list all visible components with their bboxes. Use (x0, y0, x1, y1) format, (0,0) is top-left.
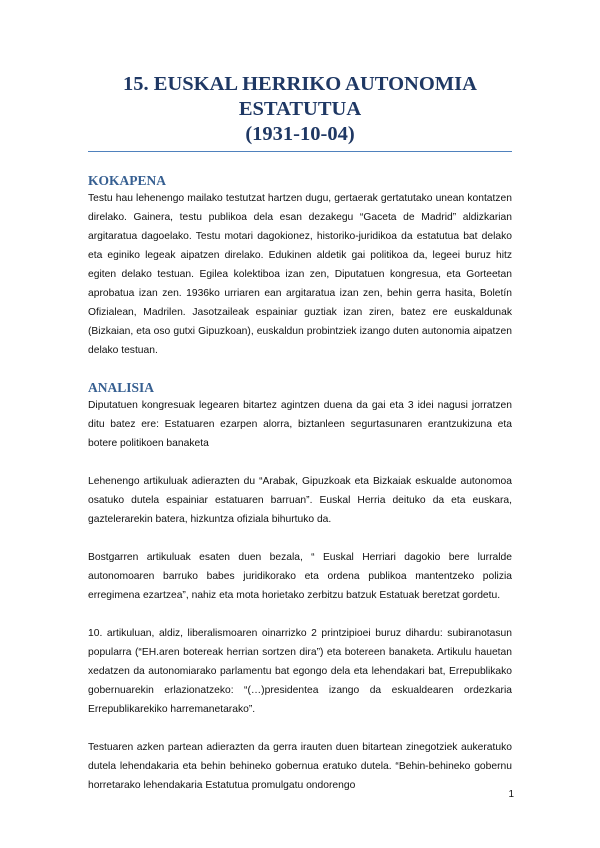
title-line-3: (1931-10-04) (245, 123, 355, 145)
paragraph-spacer (88, 529, 512, 548)
paragraph-analisia-4: 10. artikuluan, aldiz, liberalismoaren oinarrizko 2 printzipioei buruz dihardu: subiranotasun popularra (“EH.aren botereak herrian sortzen dira”) eta botereen banaketa. Artikulu hauetan xedatzen da autonomiarako parlamentu bat egongo dela eta lehendakari bat, Errepublikako gobernuarekin erlazionatzeko: “(…)presidentea izango da eskualdearen ordezkaria Errepublikarekiko harremanetarako”. (88, 628, 512, 715)
paragraph-analisia-1: Diputatuen kongresuak legearen bitartez agintzen duena da gai eta 3 idei nagusi jorratzen ditu batez ere: Estatuaren ezarpen alorra, biztanleen segurtasunaren erantzukizuna eta botere politikoen banaketa (88, 400, 512, 449)
paragraph-kokapena: Testu hau lehenengo mailako testutzat hartzen dugu, gertaerak gertatutako unean kontatzen direlako. Gainera, testu publikoa dela esan dezakegu “Gaceta de Madrid” aldizkarian argitaratua dagoelako. Testu motari dagokionez, historiko-juridikoa da estatutua bat delako eta eginiko legeak aipatzen direlako. Edukinen aldetik gai politikoa da, legeei buruz hitz egiten delako testuan. Egilea kolektiboa izan zen, Diputatuen kongresua, eta Gorteetan aprobatua izan zen. 1936ko urriaren ean argitaratua izan zen, behin gerra hasita, Boletín Ofizialean, Madrilen. Jasotzaileak espainiar guztiak izan ziren, batez ere euskaldunak (Bizkaian, eta oso gutxi Gipuzkoan), euskaldun probintziek izango duten autonomia aipatzen delako testuan. (88, 193, 512, 356)
document-title (88, 72, 512, 147)
paragraph-analisia-3: Bostgarren artikuluak esaten duen bezala, “ Euskal Herriari dagokio bere lurralde autonomoaren barruko babes juridikorako eta ordena publikoa mantentzeko polizia erregimena ezartzea”, nahiz eta mota horietako zerbitzu batzuk Estatuak beretzat gordetu. (88, 552, 512, 601)
title-line-1: 15. EUSKAL HERRIKO AUTONOMIA (123, 73, 477, 95)
paragraph-spacer (88, 605, 512, 624)
paragraph-analisia-5: Testuaren azken partean adierazten da gerra irauten duen bitartean zinegotziek aukeratuko dutela lehendakaria eta behin behineko gobernua eratuko dutela. “Behin-behineko gobernu horretarako lehendakaria Estatutua promulgatu ondorengo (88, 742, 512, 791)
section-heading-kokapena: KOKAPENA (88, 173, 167, 188)
title-line-2: ESTATUTUA (238, 98, 362, 120)
paragraph-analisia-2: Lehenengo artikuluak adierazten du “Arabak, Gipuzkoak eta Bizkaiak eskualde autonomoa osatuko dutela espainiar estatuaren barruan”. Euskal Herria deituko da eta euskara, gaztelerarekin batera, hizkuntza ofiziala bihurtuko da. (88, 476, 512, 525)
section-heading-analisia: ANALISIA (88, 380, 155, 395)
page-number: 1 (508, 789, 514, 800)
paragraph-spacer (88, 719, 512, 738)
paragraph-spacer (88, 453, 512, 472)
title-divider (88, 151, 512, 152)
